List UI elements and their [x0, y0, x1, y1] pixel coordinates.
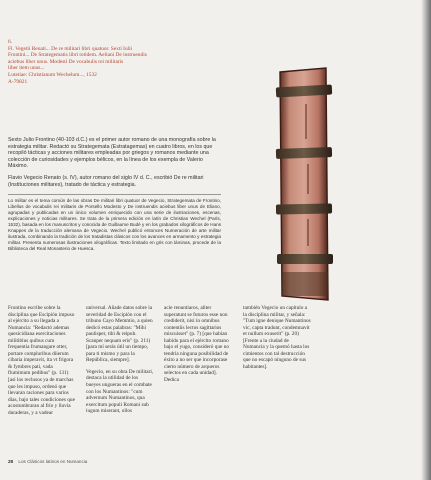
book-spine-photo	[268, 64, 338, 304]
text-column-1	[8, 305, 76, 416]
text-column-3	[164, 305, 232, 384]
intro-paragraph-vegecio: Flavio Vegecio Renato (s. IV), autor romano del siglo IV d. C., escribió De re militari (Instituciones militares), tratado de táctica y estrategia.	[8, 174, 204, 188]
book-description-box	[8, 198, 221, 252]
column-text: Vegecio, en su obra De militari, destaca la utilidad de los bueyes ungueras en el combate con los Numantinos: "cum advernum Numantinos, qua exercitum populi Romani sub iugum miserant, ollos	[86, 368, 154, 415]
catalog-caption	[8, 39, 218, 85]
running-title: Los Clásicos latinos en Numancia	[18, 459, 88, 464]
caption-line: Lutetiae: Christianum Wechelum..., 1532	[8, 71, 97, 78]
text-column-2	[86, 305, 154, 415]
caption-line: A-79821	[8, 78, 28, 85]
caption-line: liber item unus...	[8, 65, 45, 72]
text-column-4	[243, 305, 311, 370]
book-spine-shadow	[421, 0, 431, 480]
caption-number: 6.	[8, 39, 13, 45]
intro-paragraph-frontino: Sexto Julio Frontino (40-103 d.C.) es el primer autor romano de una monografía sobre la estrategia militar. Redactó su Strategemata (Estratagemas) en cuatro libros, en los que recopiló tácticas y acciones militares empleadas por griegos y romanos mediante una colección de curiosidades y ejemplos bélicos, en la línea de los exempla de Valerio Máximo.	[8, 137, 216, 170]
divider	[8, 194, 221, 195]
page-number: 28	[8, 459, 14, 464]
column-text: también Vegecio un capítulo a la disciplina militar, y señala: "Tum igne denique Numantinos vic, capta tradunt, condemnavit et nullum exuserit" (p. 20) [Frente a la ciudad de Numancia y la quemó hasta los cimientos con tal destrucción que no escapó ninguno de sus habitantes].	[243, 305, 311, 370]
column-text: acie renuntiaros, aliter superatunt se futuros esse non crediderit, nisi in omnibus contentiis lectos sagittarios miscuisset" (p. 7) [que habían habido para el ejército romano bajo el yugo, consideró que no tendría ninguna posibilidad de éxito a no ser que incorporase cierto número de arqueros selectos en cada unidad]. Dedica	[164, 305, 230, 384]
book-description-text: Lo militar es el tema común de las obras De militari libri quatuor de Vegecio, Strategemata de Frontino, Libellus de vocabulis rei militaris de Porsello Modesto y De instruendis aciebus liber unus de Eliano, agrupadas y publicadas en un único volumen enriquecido con una serie de ilustraciones, escenas, explicaciones y noticias militares. Se trata de la primera edición en latín de Christian Wechel (París, 1532), basada en los manuscritos y conocida de Guillaume Budé y en los grabados xilográficos de Hans Knappes de la traducción alemana de Vegecio. Wechel publicó entonces Numeración de arte militar ilustrada, combinando la tradición de los tratadistas clásicos con los avances en armamento y estrategia militar. Presenta numerosas ilustraciones xilográficas. Texto limitado en gris con láminas, procede de la Biblioteca del Real Monasterio de Huesca.	[8, 198, 221, 251]
page-footer	[8, 459, 208, 464]
caption-line: aciebus liber unus. Modesti De vocabulis rei militaris	[8, 58, 124, 65]
caption-line: Fl. Vegetii Renati... De re militari libri quatuor. Sexti Iulii	[8, 45, 133, 52]
caption-line: Frontini... De Strategematis libri totidem. Aeliani De instruendis	[8, 52, 147, 59]
intro-text	[8, 137, 220, 193]
column-text: universal. Añade datos sobre la severidad de Escipión con el tribuno Cayo Memmio, a quien dedicó estas palabras: "Mihi paulisper, tibi & reipub. Scanper nequam eris" (p. 211) [para mí serás útil un tiempo, para ti mismo y para la República, siempre].	[86, 305, 153, 364]
column-text: Frontino escribe sobre la disciplina que Escipión impuso al ejército a su llegada a Numancia: "Redactó ademas quesicidiana esercitaciones militiblus quibus cum frequentia frumangare otter, portare compluribus diierum cibaria imperavit, ita vt frigora & fymbres pati, vada flumimum pedibus" (p. 131) [así los reclusos ya de marchas que les impuso, ordenó que llevaran raciones para varios días, bajo tales condiciones que acostumbraran al frío y lluvia duraderas, y a vadear	[8, 305, 75, 416]
